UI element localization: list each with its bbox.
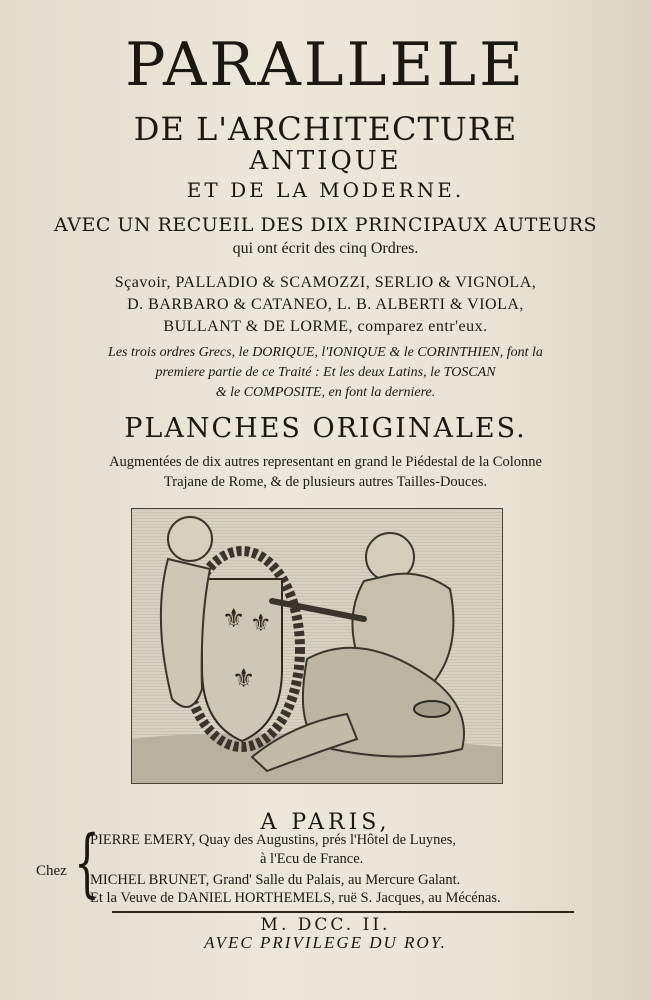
imprint-privilege: AVEC PRIVILEGE DU ROY. xyxy=(204,933,447,952)
subtitle-ordres: qui ont écrit des cinq Ordres. xyxy=(232,240,419,257)
imprint-year: M. DCC. II. xyxy=(260,915,391,935)
engraving-illustration xyxy=(132,509,502,783)
plates-line-1: Augmentées de dix autres representant en grand le Piédestal de la Colonne xyxy=(109,454,542,470)
orders-line-3: & le COMPOSITE, en font la derniere. xyxy=(215,385,436,400)
title-moderne: ET DE LA MODERNE. xyxy=(186,178,465,202)
authors-line-2: D. BARBARO & CATANEO, L. B. ALBERTI & VIOLA, xyxy=(127,296,524,313)
imprint-address-2: à l'Ecu de France. xyxy=(260,851,364,867)
imprint-address-4: Et la Veuve de DANIEL HORTHEMELS, ruë S. Jacques, au Mécénas. xyxy=(90,890,501,906)
authors-line-1: Sçavoir, PALLADIO & SCAMOZZI, SERLIO & VIGNOLA, xyxy=(114,274,537,291)
title-architecture: DE L'ARCHITECTURE xyxy=(133,110,518,148)
title-antique: ANTIQUE xyxy=(249,146,402,176)
fleur-de-lis-icon: ⚜ xyxy=(222,604,246,634)
imprint-brace: { xyxy=(74,820,100,906)
subtitle-recueil: AVEC UN RECUEIL DES DIX PRINCIPAUX AUTEURS xyxy=(53,214,598,236)
orders-line-1: Les trois ordres Grecs, le DORIQUE, l'IONIQUE & le CORINTHIEN, font la xyxy=(108,345,543,360)
imprint-chez: Chez xyxy=(36,863,67,879)
fleur-de-lis-icon: ⚜ xyxy=(232,664,256,694)
authors-line-3: BULLANT & DE LORME, comparez entr'eux. xyxy=(163,318,488,335)
fleur-de-lis-icon: ⚜ xyxy=(250,609,272,637)
orders-line-2: premiere partie de ce Traité : Et les deux Latins, le TOSCAN xyxy=(155,365,496,380)
title-parallele: PARALLELE xyxy=(125,30,526,100)
frontispiece-engraving xyxy=(131,508,503,784)
imprint-address-3: MICHEL BRUNET, Grand' Salle du Palais, au Mercure Galant. xyxy=(90,872,461,888)
plates-line-2: Trajane de Rome, & de plusieurs autres Tailles-Douces. xyxy=(163,474,488,490)
imprint-address-1: PIERRE EMERY, Quay des Augustins, prés l'Hôtel de Luynes, xyxy=(90,832,457,848)
imprint-city: A PARIS, xyxy=(260,810,391,835)
imprint-rule xyxy=(112,911,574,913)
plates-heading: PLANCHES ORIGINALES. xyxy=(124,413,527,444)
